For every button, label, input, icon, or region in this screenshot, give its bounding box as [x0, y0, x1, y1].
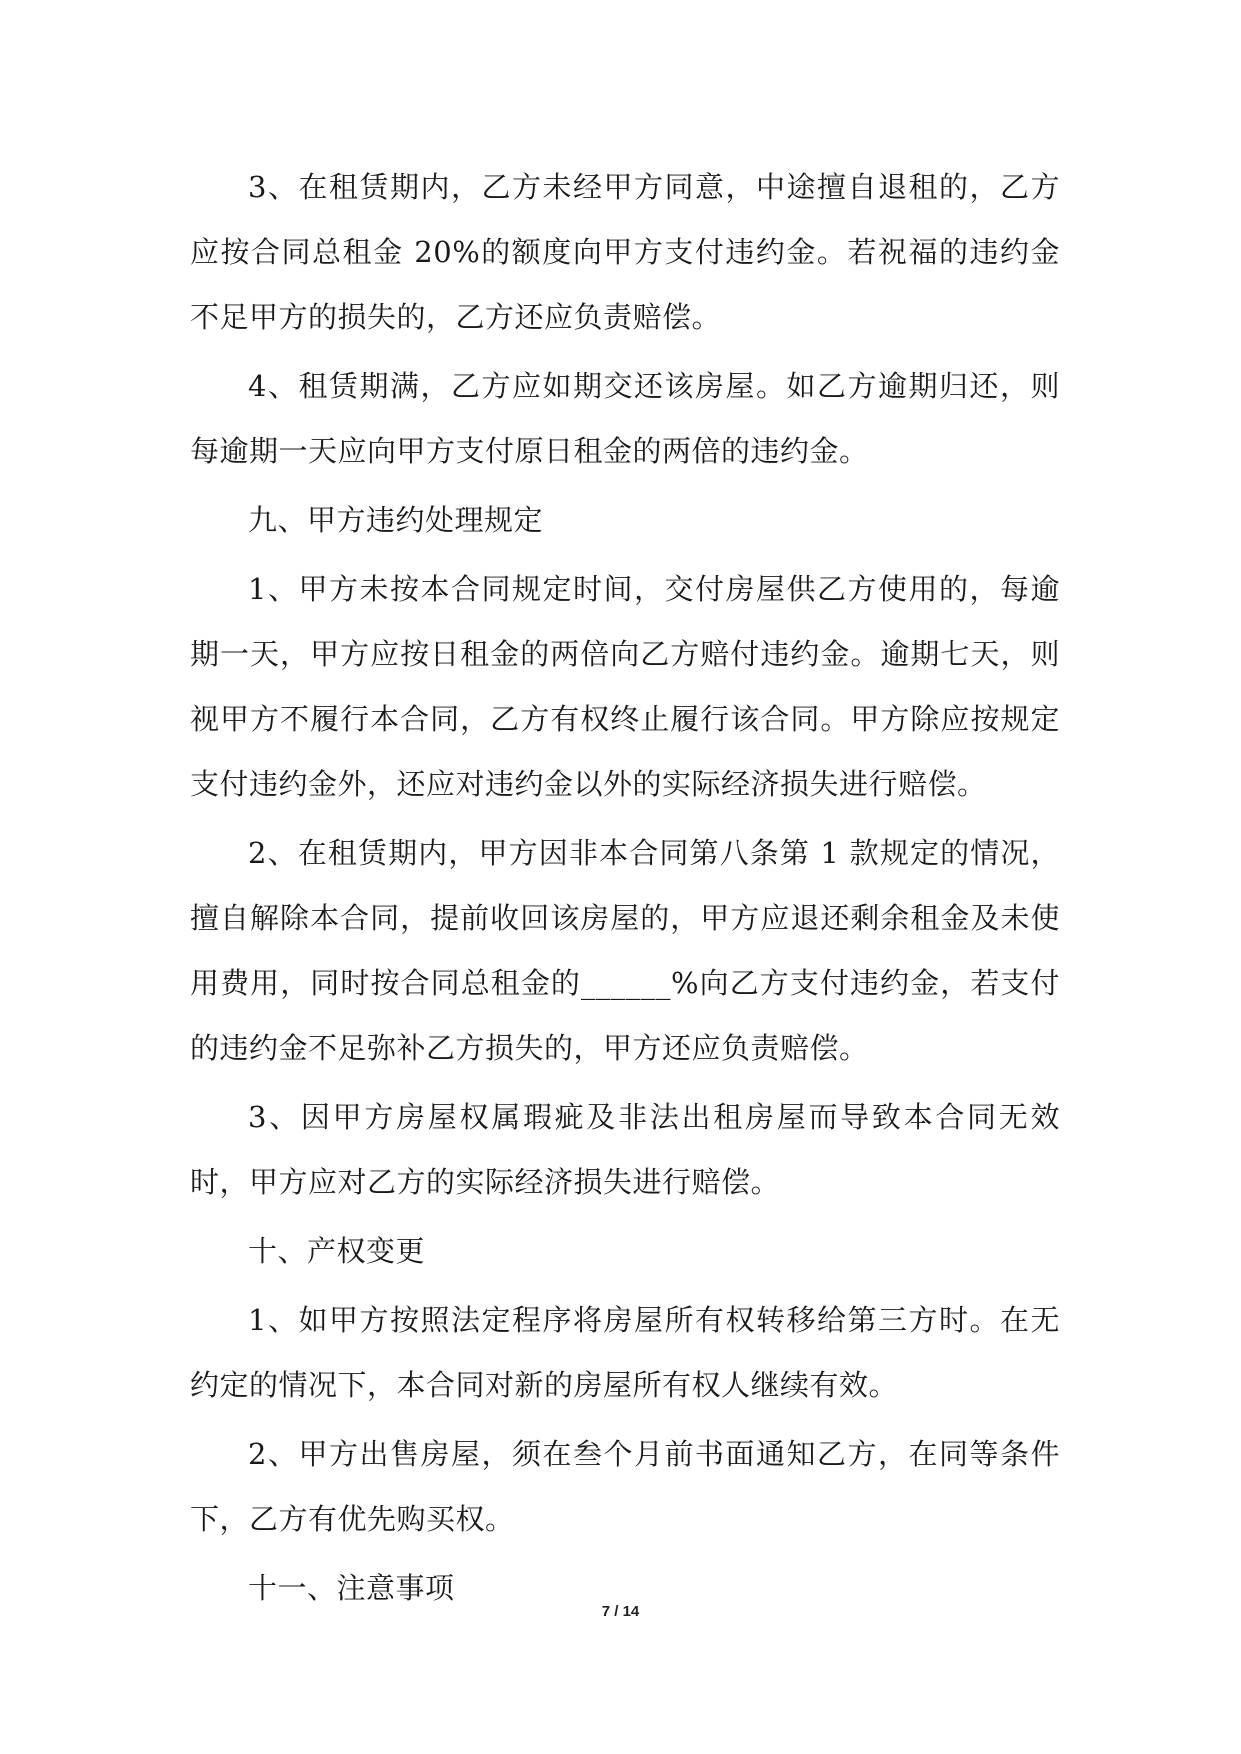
clause-paragraph: 3、在租赁期内，乙方未经甲方同意，中途擅自退租的，乙方应按合同总租金 20%的额度向甲方支付违约金。若祝福的违约金不足甲方的损失的，乙方还应负责赔偿。 — [190, 170, 1060, 334]
section-heading: 九、甲方违约处理规定 — [248, 503, 544, 537]
clause-paragraph: 4、租赁期满，乙方应如期交还该房屋。如乙方逾期归还，则每逾期一天应向甲方支付原日租金的两倍的违约金。 — [190, 369, 1060, 468]
section-heading: 十、产权变更 — [248, 1234, 426, 1268]
document-body — [190, 155, 1060, 1625]
section-heading: 十一、注意事项 — [248, 1571, 455, 1605]
clause-paragraph: 3、因甲方房屋权属瑕疵及非法出租房屋而导致本合同无效时，甲方应对乙方的实际经济损失进行赔偿。 — [190, 1100, 1060, 1199]
clause-paragraph: 2、在租赁期内，甲方因非本合同第八条第 1 款规定的情况，擅自解除本合同，提前收回该房屋的，甲方应退还剩余租金及未使用费用，同时按合同总租金的______%向乙方支付违约金，若支付的违约金不足弥补乙方损失的，甲方还应负责赔偿。 — [190, 836, 1060, 1065]
page-number: 7 / 14 — [601, 1603, 640, 1620]
clause-paragraph: 1、甲方未按本合同规定时间，交付房屋供乙方使用的，每逾期一天，甲方应按日租金的两倍向乙方赔付违约金。逾期七天，则视甲方不履行本合同，乙方有权终止履行该合同。甲方除应按规定支付违约金外，还应对违约金以外的实际经济损失进行赔偿。 — [190, 572, 1060, 801]
clause-paragraph: 2、甲方出售房屋，须在叁个月前书面通知乙方，在同等条件下，乙方有优先购买权。 — [190, 1437, 1060, 1536]
clause-paragraph: 1、如甲方按照法定程序将房屋所有权转移给第三方时。在无约定的情况下，本合同对新的房屋所有权人继续有效。 — [190, 1303, 1060, 1402]
